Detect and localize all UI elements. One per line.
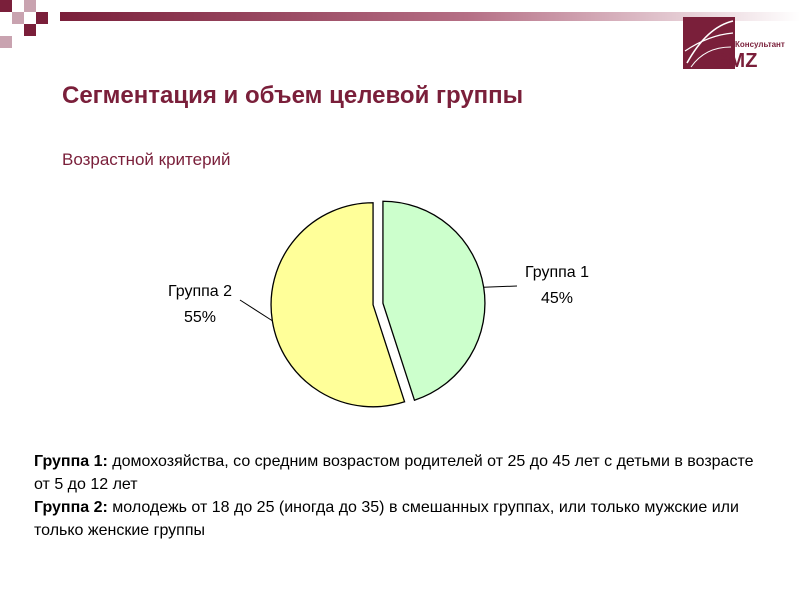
logo-small-text: Консультант xyxy=(735,40,785,49)
group-descriptions xyxy=(34,450,769,542)
group-2-label: Группа 2: xyxy=(34,499,108,516)
logo-brand-text: GMZ xyxy=(713,50,758,69)
page-subtitle: Возрастной критерий xyxy=(62,150,231,169)
group-1-text: домохозяйства, со средним возрастом родителей от 25 до 45 лет с детьми в возрасте от 5 до 12 лет xyxy=(34,453,754,493)
group-2-text: молодежь от 18 до 25 (иногда до 35) в смешанных группах, или только мужские или только женские группы xyxy=(34,499,739,539)
leader-line-group-1 xyxy=(484,286,517,287)
page-title: Сегментация и объем целевой группы xyxy=(62,82,524,109)
leader-line-group-2 xyxy=(240,300,272,321)
group-1-description xyxy=(34,450,769,496)
group-2-description xyxy=(34,496,769,542)
pie-slice-group-1 xyxy=(383,201,485,400)
slice-label-group-2: Группа 2 xyxy=(167,283,233,300)
slice-value-group-2: 55% xyxy=(183,309,217,326)
slice-value-group-1: 45% xyxy=(540,290,574,307)
group-1-label: Группа 1: xyxy=(34,453,108,470)
slice-label-group-1: Группа 1 xyxy=(524,264,590,281)
